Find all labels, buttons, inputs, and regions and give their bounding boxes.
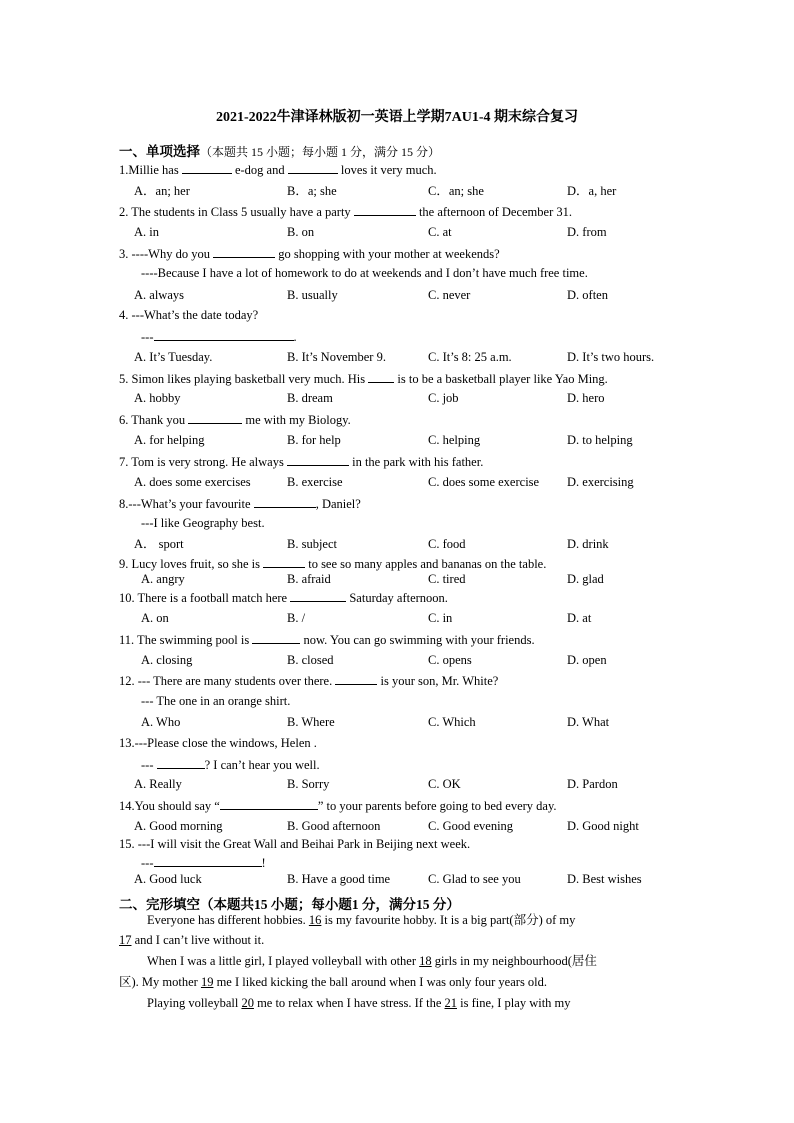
question-stem [119,203,572,220]
answer-blank[interactable] [263,555,305,568]
answer-option-c[interactable]: C. tired [428,572,466,586]
stem-text: is your son, Mr. White? [377,674,499,688]
answer-option-c[interactable]: C. Good evening [428,819,514,833]
question-response-line [141,265,588,281]
stem-text: 2. The students in Class 5 usually have a party [119,205,354,219]
passage-text: and I can’t live without it. [131,933,265,947]
stem-text: loves it very much. [337,163,437,177]
answer-option-c[interactable]: C. food [428,537,466,551]
answer-option-a[interactable]: A. does some exercises [134,475,251,489]
answer-option-a[interactable]: A. hobby [134,391,181,405]
answer-option-d[interactable]: D. Pardon [567,777,618,791]
stem-text: in the park with his father. [348,455,484,469]
passage-line [119,932,675,948]
stem-text: --- [141,856,154,870]
stem-text: --- The one in an orange shirt. [141,694,291,708]
answer-option-a[interactable]: A. It’s Tuesday. [134,350,213,364]
answer-blank[interactable] [287,453,349,466]
answer-option-c[interactable]: C．an; she [428,184,484,198]
answer-option-b[interactable]: B. Where [287,715,335,729]
answer-option-a[interactable]: A. closing [141,653,193,667]
answer-blank[interactable] [354,203,416,216]
question-stem [119,672,498,689]
answer-option-c[interactable]: C. helping [428,433,481,447]
answer-option-b[interactable]: B. on [287,225,315,239]
answer-option-b[interactable]: B. exercise [287,475,343,489]
stem-text: ! [261,856,266,870]
passage-line [119,974,675,990]
question-stem [119,411,351,428]
passage-line [147,995,703,1011]
answer-option-a[interactable]: A. for helping [134,433,205,447]
answer-option-c[interactable]: C. never [428,288,471,302]
stem-text: ? I can’t hear you well. [204,758,320,772]
passage-text: Everyone has different hobbies. [147,913,309,927]
answer-option-b[interactable]: B. afraid [287,572,331,586]
question-response-line [141,756,320,773]
stem-text: 6. Thank you [119,413,189,427]
answer-blank[interactable] [290,589,346,602]
answer-blank[interactable] [154,328,294,341]
answer-option-c[interactable]: C. at [428,225,452,239]
answer-option-d[interactable]: D. hero [567,391,605,405]
answer-blank[interactable] [252,631,300,644]
answer-option-d[interactable]: D. to helping [567,433,633,447]
stem-text: , Daniel? [315,497,361,511]
passage-text: 区). My mother [119,975,201,989]
answer-option-d[interactable]: D. open [567,653,607,667]
answer-option-b[interactable]: B．a; she [287,184,337,198]
answer-blank[interactable] [154,854,262,867]
answer-option-c[interactable]: C. in [428,611,453,625]
stem-text: is to be a basketball player like Yao Ming. [394,372,608,386]
stem-text: --- [141,758,157,772]
passage-text: me to relax when I have stress. If the [253,996,445,1010]
answer-option-d[interactable]: D. exercising [567,475,634,489]
answer-option-b[interactable]: B. for help [287,433,341,447]
answer-option-a[interactable]: A. Who [141,715,181,729]
answer-option-b[interactable]: B. Sorry [287,777,330,791]
answer-blank[interactable] [254,495,316,508]
stem-text: 9. Lucy loves fruit, so she is [119,557,264,571]
stem-text: go shopping with your mother at weekends? [275,247,500,261]
question-response-line [141,693,290,709]
answer-option-a[interactable]: A． sport [134,537,184,551]
answer-option-a[interactable]: A. Really [134,777,182,791]
stem-text: ---I like Geography best. [141,516,265,530]
answer-option-c[interactable]: C. job [428,391,459,405]
answer-option-d[interactable]: D. glad [567,572,604,586]
section-heading-multiple-choice [119,140,440,160]
answer-option-a[interactable]: A．an; her [134,184,190,198]
question-stem [119,589,448,606]
answer-option-b[interactable]: B. dream [287,391,333,405]
blank-number: 16 [308,913,322,927]
answer-option-a[interactable]: A. Good luck [134,872,202,886]
page-title: 2021-2022牛津译林版初一英语上学期7AU1-4 期末综合复习 [215,110,579,125]
answer-option-d[interactable]: D. Best wishes [567,872,642,886]
stem-text: 4. ---What’s the date today? [119,308,259,322]
question-stem [119,797,557,814]
stem-text: me with my Biology. [242,413,351,427]
stem-text: 1.Millie has [119,163,182,177]
question-stem [119,307,258,323]
stem-text: 8.---What’s your favourite [119,497,254,511]
answer-option-b[interactable]: B. subject [287,537,337,551]
stem-text: 13.---Please close the windows, Helen . [119,736,317,750]
answer-option-b[interactable]: B. It’s November 9. [287,350,386,364]
answer-option-d[interactable]: D. drink [567,537,609,551]
answer-option-d[interactable]: D. It’s two hours. [567,350,655,364]
passage-text: me I liked kicking the ball around when I was only four years old. [213,975,548,989]
question-stem [119,245,500,262]
section-heading-cloze: 二、完形填空（本题共15 小题；每小题1 分，满分15 分） [119,897,460,912]
blank-number: 18 [419,954,432,968]
answer-option-d[interactable]: D．a, her [567,184,617,198]
answer-option-a[interactable]: A. in [134,225,159,239]
stem-text: now. You can go swimming with your friends. [300,633,535,647]
passage-text: girls in my neighbourhood(居住 [431,954,597,968]
question-response-line [141,328,297,345]
answer-blank[interactable] [220,797,318,810]
answer-option-c[interactable]: C. Which [428,715,476,729]
passage-text: is fine, I play with my [457,996,571,1010]
passage-line [147,953,703,969]
answer-blank[interactable] [182,161,232,174]
question-stem [119,631,535,648]
answer-blank[interactable] [335,672,377,685]
answer-option-d[interactable]: D. What [567,715,610,729]
stem-text: 10. There is a football match here [119,591,291,605]
question-stem [119,836,470,852]
blank-number: 19 [200,975,214,989]
question-stem [119,555,546,572]
stem-text: 7. Tom is very strong. He always [119,455,287,469]
stem-text: 15. ---I will visit the Great Wall and Beihai Park in Beijing next week. [119,837,471,851]
stem-text: . [293,330,297,344]
stem-text: 5. Simon likes playing basketball very much. His [119,372,369,386]
answer-option-d[interactable]: D. Good night [567,819,639,833]
answer-option-d[interactable]: D. at [567,611,592,625]
passage-text: is my favourite hobby. It is a big part(部分) of my [321,913,576,927]
question-response-line [141,515,265,531]
stem-text: 12. --- There are many students over there. [119,674,336,688]
answer-option-c[interactable]: C. opens [428,653,472,667]
question-stem [119,735,317,751]
passage-text: When I was a little girl, I played volleyball with other [147,954,420,968]
stem-text: 14.You should say “ [119,799,220,813]
passage-line [147,912,703,928]
answer-option-c[interactable]: C. Glad to see you [428,872,521,886]
answer-option-a[interactable]: A. angry [141,572,185,586]
stem-text: 11. The swimming pool is [119,633,253,647]
answer-option-c[interactable]: C. does some exercise [428,475,540,489]
answer-option-c[interactable]: C. It’s 8: 25 a.m. [428,350,512,364]
blank-number: 20 [241,996,254,1010]
answer-option-b[interactable]: B. usually [287,288,338,302]
stem-text: Saturday afternoon. [346,591,448,605]
answer-option-a[interactable]: A. always [134,288,184,302]
blank-number: 21 [444,996,457,1010]
stem-text: ----Because I have a lot of homework to do at weekends and I don’t have much free time. [141,266,588,280]
answer-option-b[interactable]: B. / [287,611,306,625]
answer-option-b[interactable]: B. closed [287,653,334,667]
stem-text: the afternoon of December 31. [415,205,572,219]
answer-blank[interactable] [157,756,205,769]
blank-number: 17 [119,933,132,947]
section-title: 一、单项选择 [119,144,200,159]
answer-option-a[interactable]: A. on [141,611,169,625]
question-stem [119,495,361,512]
answer-option-b[interactable]: B. Good afternoon [287,819,381,833]
answer-blank[interactable] [368,370,394,383]
answer-blank[interactable] [288,161,338,174]
answer-option-a[interactable]: A. Good morning [134,819,223,833]
section-note: （本题共 15 小题；每小题 1 分，满分 15 分） [200,145,441,159]
answer-option-b[interactable]: B. Have a good time [287,872,391,886]
stem-text: to see so many apples and bananas on the table. [305,557,547,571]
answer-option-d[interactable]: D. often [567,288,608,302]
question-response-line [141,854,266,871]
stem-text: ” to your parents before going to bed every day. [317,799,557,813]
stem-text: --- [141,330,154,344]
stem-text: 3. ----Why do you [119,247,214,261]
question-stem [119,161,437,178]
answer-option-c[interactable]: C. OK [428,777,461,791]
passage-text: Playing volleyball [147,996,242,1010]
question-stem [119,370,608,387]
answer-blank[interactable] [213,245,275,258]
stem-text: e-dog and [231,163,288,177]
answer-blank[interactable] [188,411,242,424]
question-stem [119,453,483,470]
answer-option-d[interactable]: D. from [567,225,607,239]
